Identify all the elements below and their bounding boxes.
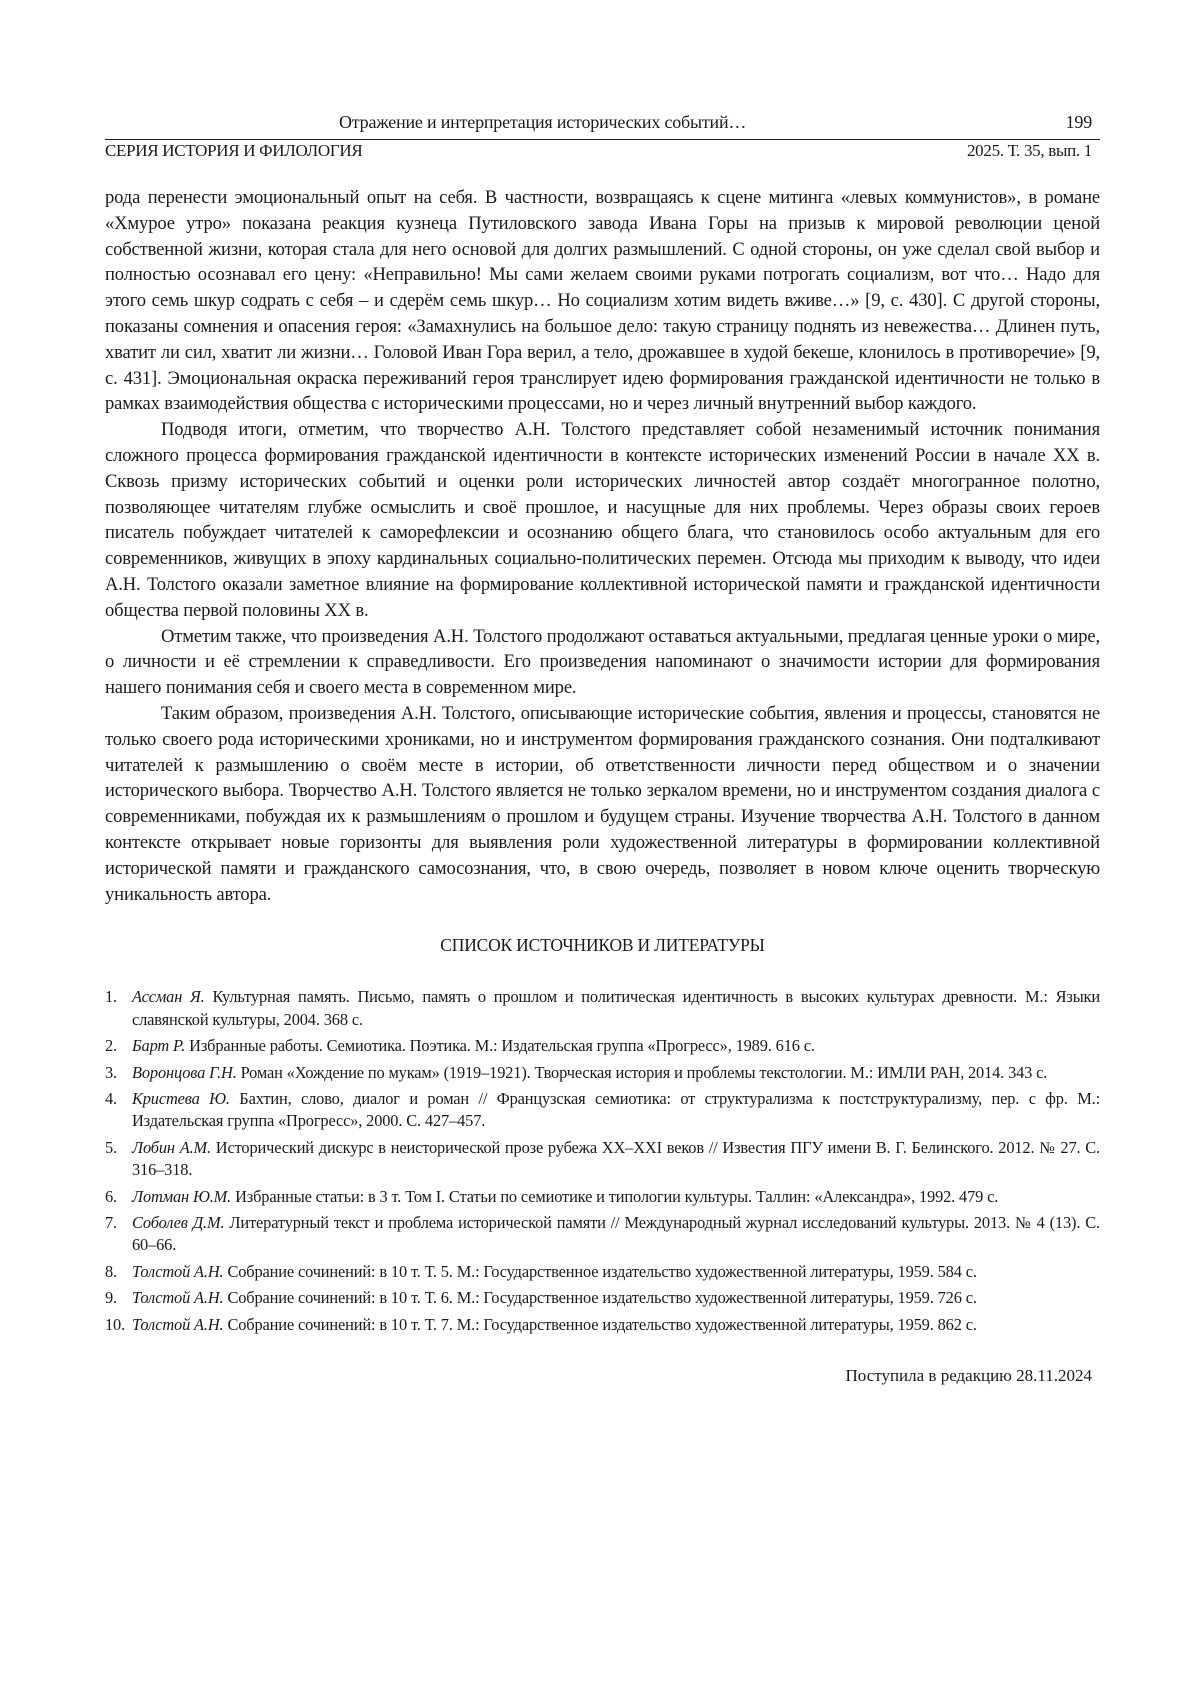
reference-author: Воронцова Г.Н. [132, 1062, 237, 1082]
reference-author: Лобин А.М. [132, 1137, 211, 1157]
reference-item [105, 1314, 1100, 1336]
series-line [105, 141, 1100, 165]
reference-number: 1. [105, 987, 117, 1007]
reference-number: 10. [105, 1314, 126, 1334]
reference-text: Собрание сочинений: в 10 т. Т. 7. М.: Государственное издательство художественной литературы, 1959. 862 с. [223, 1314, 977, 1334]
reference-item [105, 1062, 1100, 1084]
reference-text: Роман «Хождение по мукам» (1919–1921). Творческая история и проблемы текстологии. М.: ИМЛИ РАН, 2014. 343 с. [236, 1062, 1048, 1082]
reference-item [105, 1137, 1100, 1182]
reference-author: Толстой А.Н. [132, 1288, 224, 1308]
running-title: Отражение и интерпретация исторических событий… [339, 112, 747, 132]
running-head [105, 112, 1100, 138]
reference-author: Соболев Д.М. [132, 1212, 225, 1232]
journal-series: СЕРИЯ ИСТОРИЯ И ФИЛОЛОГИЯ [105, 141, 363, 160]
reference-author: Барт Р. [132, 1036, 186, 1056]
reference-author: Толстой А.Н. [132, 1261, 224, 1281]
paragraph: Подводя итоги, отметим, что творчество А.Н. Толстого представляет собой незаменимый источник понимания сложного процесса формирования гражданской идентичности в контексте исторических изменений России в начале XX в. Сквозь призму исторических событий и оценки роли исторических личностей автор создаёт многогранное полотно, позволяющее читателям глубже осмыслить и своё прошлое, и насущные для них проблемы. Через образы своих героев писатель побуждает читателей к саморефлексии и осознанию общего блага, что становилось особо актуальным для его современников, живущих в эпоху кардинальных социально-политических перемен. Отсюда мы приходим к выводу, что идеи А.Н. Толстого оказали заметное влияние на формирование коллективной исторической памяти и гражданской идентичности общества первой половины XX в. [105, 419, 1100, 621]
reference-item [105, 1212, 1100, 1257]
header-rule [105, 139, 1100, 140]
reference-text: Избранные статьи: в 3 т. Том I. Статьи по семиотике и типологии культуры. Таллин: «Александра», 1992. 479 с. [231, 1186, 999, 1206]
reference-text: Бахтин, слово, диалог и роман // Французская семиотика: от структурализма к постструктурализму, пер. с фр. М.: Издательская группа «Прогресс», 2000. С. 427–457. [132, 1088, 1100, 1131]
reference-text: Собрание сочинений: в 10 т. Т. 5. М.: Государственное издательство художественной литературы, 1959. 584 с. [223, 1261, 977, 1281]
reference-number: 9. [105, 1288, 117, 1308]
article-body [105, 185, 1100, 907]
reference-number: 6. [105, 1186, 117, 1206]
journal-page [105, 112, 1100, 1386]
reference-number: 8. [105, 1261, 117, 1281]
reference-item [105, 1088, 1100, 1133]
reference-author: Кристева Ю. [132, 1088, 230, 1108]
references-list [105, 986, 1100, 1336]
reference-text: Культурная память. Письмо, память о прошлом и политическая идентичность в высоких культурах древности. М.: Языки славянской культуры, 2004. 368 с. [132, 987, 1100, 1029]
reference-number: 2. [105, 1036, 117, 1056]
reference-text: Избранные работы. Семиотика. Поэтика. М.: Издательская группа «Прогресс», 1989. 616 с. [185, 1036, 815, 1056]
page-number: 199 [1065, 112, 1092, 132]
reference-number: 3. [105, 1062, 117, 1082]
reference-author: Ассман Я. [132, 987, 205, 1007]
reference-author: Толстой А.Н. [132, 1314, 224, 1334]
reference-number: 5. [105, 1137, 117, 1157]
reference-item [105, 986, 1100, 1031]
reference-author: Лотман Ю.М. [132, 1186, 232, 1206]
references-heading: СПИСОК ИСТОЧНИКОВ И ЛИТЕРАТУРЫ [440, 935, 765, 956]
reference-text: Собрание сочинений: в 10 т. Т. 6. М.: Государственное издательство художественной литературы, 1959. 726 с. [223, 1288, 977, 1308]
reference-item [105, 1261, 1100, 1283]
reference-number: 4. [105, 1088, 117, 1108]
journal-issue: 2025. Т. 35, вып. 1 [966, 141, 1092, 160]
received-date: Поступила в редакцию 28.11.2024 [845, 1366, 1092, 1385]
reference-text: Исторический дискурс в неисторической прозе рубежа XX–XXI веков // Известия ПГУ имени В. Г. Белинского. 2012. № 27. С. 316–318. [132, 1137, 1100, 1180]
reference-number: 7. [105, 1212, 117, 1232]
reference-item [105, 1287, 1100, 1309]
reference-item [105, 1035, 1100, 1057]
reference-item [105, 1186, 1100, 1208]
paragraph: Таким образом, произведения А.Н. Толстого, описывающие исторические события, явления и процессы, становятся не только своего рода историческими хрониками, но и инструментом формирования гражданского сознания. Они подталкивают читателей к размышлению о своём месте в истории, об ответственности личности перед обществом и о значении исторического выбора. Творчество А.Н. Толстого является не только зеркалом времени, но и инструментом создания диалога с современниками, побуждая их к размышлениям о прошлом и будущем страны. Изучение творчества А.Н. Толстого в данном контексте открывает новые горизонты для выявления роли художественной литературы в формировании коллективной исторической памяти и гражданского самосознания, что, в свою очередь, позволяет в новом ключе оценить творческую уникальность автора. [105, 702, 1100, 905]
reference-text: Литературный текст и проблема исторической памяти // Международный журнал исследований культуры. 2013. № 4 (13). С. 60–66. [132, 1212, 1101, 1255]
paragraph: Отметим также, что произведения А.Н. Толстого продолжают оставаться актуальными, предлагая ценные уроки о мире, о личности и её стремлении к справедливости. Его произведения напоминают о значимости истории для формирования нашего понимания себя и своего места в современном мире. [105, 625, 1100, 699]
paragraph: рода перенести эмоциональный опыт на себя. В частности, возвращаясь к сцене митинга «левых коммунистов», в романе «Хмурое утро» показана реакция кузнеца Путиловского завода Ивана Горы на призыв к мировой революции ценой собственной жизни, которая стала для него основой для долгих размышлений. С одной стороны, он уже сделал свой выбор и полностью осознавал его цену: «Неправильно! Мы сами желаем своими руками потрогать социализм, вот что… Надо для этого семь шкур содрать с себя – и сдерём семь шкур… Но социализм хотим видеть вживе…» [9, с. 430]. С другой стороны, показаны сомнения и опасения героя: «Замахнулись на большое дело: такую страницу поднять из невежества… Длинен путь, хватит ли сил, хватит ли жизни… Головой Иван Гора верил, а тело, дрожавшее в худой бекеше, клонилось в противоречие» [9, с. 431]. Эмоциональная окраска переживаний героя транслирует идею формирования гражданской идентичности не только в рамках взаимодействия общества с историческими процессами, но и через личный внутренний выбор каждого. [105, 187, 1100, 415]
